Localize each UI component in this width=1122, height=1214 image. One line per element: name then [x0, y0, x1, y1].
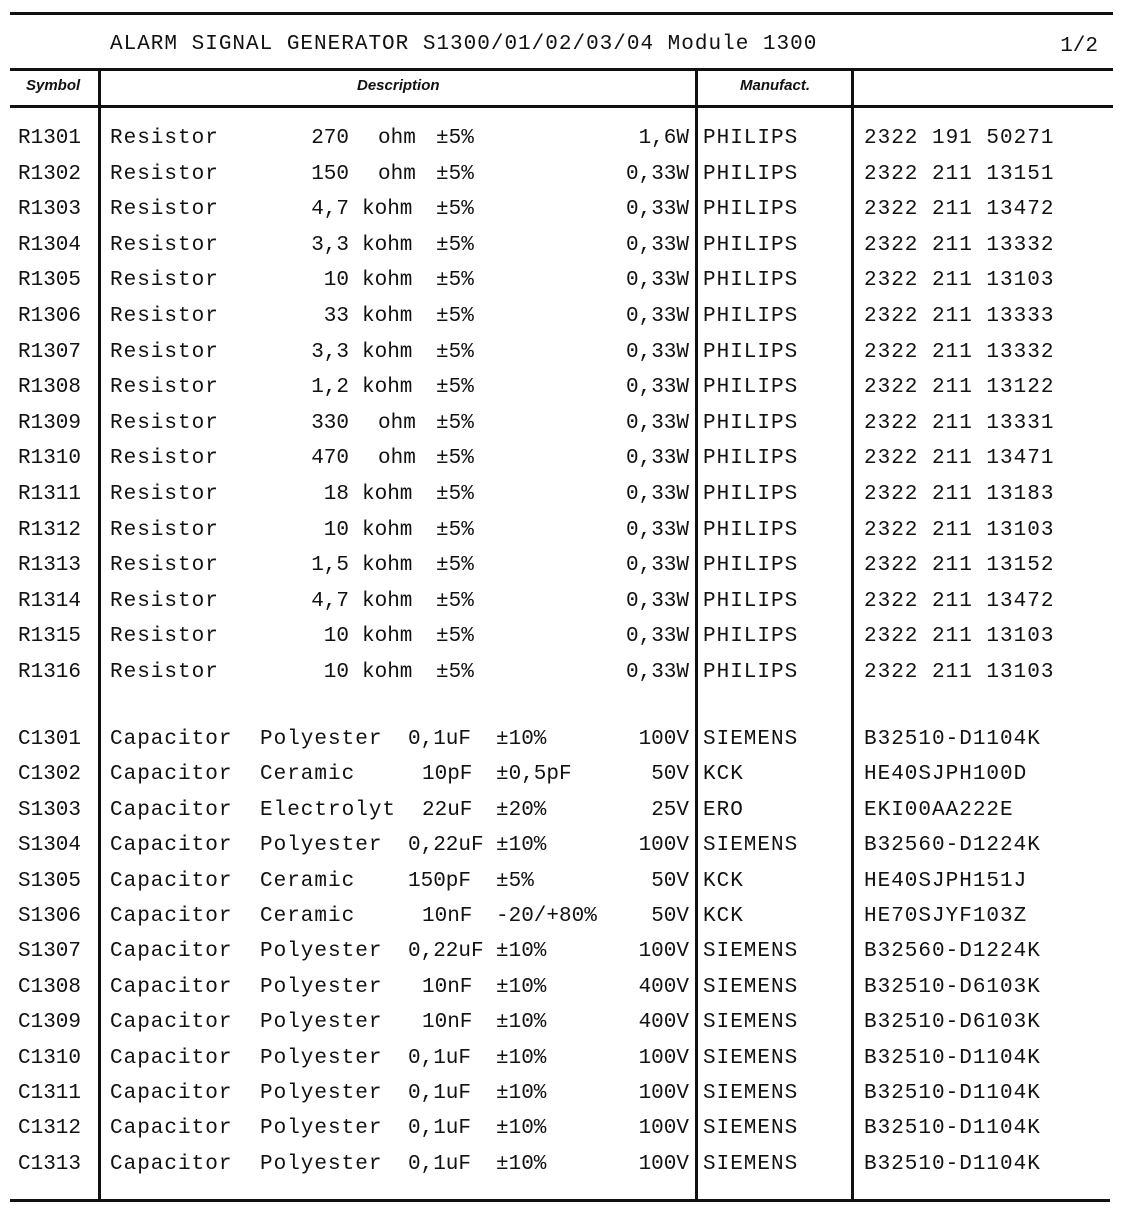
unit-cell: kohm	[362, 589, 413, 613]
dielectric-cell: Ceramic	[260, 905, 356, 928]
component-type-cell: Resistor	[110, 305, 219, 328]
bottom-rule	[10, 1199, 1110, 1202]
table-row	[0, 870, 1122, 906]
symbol-cell: R1312	[18, 518, 82, 542]
table-row	[0, 661, 1122, 697]
dielectric-cell: Polyester	[260, 1117, 383, 1141]
symbol-cell: R1316	[18, 661, 82, 684]
tolerance-cell: ±20%	[496, 798, 547, 822]
manufacturer-cell: SIEMENS	[703, 1117, 799, 1141]
table-row	[0, 269, 1122, 305]
part-number-cell: 2322 211 13122	[864, 376, 1055, 400]
manufacturer-cell: KCK	[703, 905, 744, 928]
unit-cell: kohm	[362, 554, 413, 578]
component-type-cell: Resistor	[110, 518, 219, 542]
component-type-cell: Capacitor	[110, 869, 233, 893]
symbol-cell: C1308	[18, 975, 82, 999]
component-type-cell: Capacitor	[110, 940, 233, 964]
tolerance-cell: ±10%	[496, 1152, 547, 1176]
tolerance-cell: ±5%	[436, 127, 474, 150]
table-row	[0, 447, 1122, 483]
table-row	[0, 234, 1122, 270]
voltage-cell: 100V	[638, 728, 689, 751]
part-number-cell: 2322 211 13471	[864, 447, 1055, 471]
part-number-cell: 2322 211 13472	[864, 198, 1055, 222]
manufacturer-cell: SIEMENS	[703, 1011, 799, 1035]
part-number-cell: EKI00AA222E	[864, 798, 1014, 822]
value-cell: 4,7	[311, 198, 349, 222]
tolerance-cell: ±10%	[496, 1046, 547, 1070]
symbol-cell: C1309	[18, 1011, 82, 1035]
symbol-cell: S1304	[18, 834, 82, 858]
voltage-cell: 50V	[651, 905, 689, 928]
power-cell: 0,33W	[625, 483, 689, 506]
value-cell: 10pF	[422, 763, 473, 787]
component-type-cell: Capacitor	[110, 1082, 233, 1105]
dielectric-cell: Polyester	[260, 1152, 383, 1176]
dielectric-cell: Polyester	[260, 940, 383, 964]
manufacturer-cell: PHILIPS	[703, 625, 799, 649]
symbol-cell: C1302	[18, 763, 82, 787]
dielectric-cell: Electrolyt	[260, 798, 397, 822]
part-number-cell: B32510-D1104K	[864, 1152, 1041, 1176]
value-cell: 10nF	[422, 975, 473, 999]
voltage-cell: 50V	[651, 869, 689, 893]
manufacturer-cell: PHILIPS	[703, 340, 799, 364]
table-row	[0, 940, 1122, 976]
dielectric-cell: Polyester	[260, 1082, 383, 1105]
top-rule	[10, 12, 1113, 15]
part-number-cell: B32510-D1104K	[864, 1046, 1041, 1070]
table-row	[0, 763, 1122, 799]
part-number-cell: 2322 211 13103	[864, 269, 1055, 293]
value-cell: 0,22uF	[408, 940, 484, 964]
table-row	[0, 834, 1122, 870]
power-cell: 0,33W	[625, 162, 689, 186]
tolerance-cell: ±10%	[496, 975, 547, 999]
manufacturer-cell: PHILIPS	[703, 447, 799, 471]
component-type-cell: Resistor	[110, 376, 219, 400]
value-cell: 18	[323, 483, 349, 506]
table-row	[0, 554, 1122, 590]
component-type-cell: Capacitor	[110, 763, 233, 787]
symbol-cell: S1307	[18, 940, 82, 964]
tolerance-cell: ±10%	[496, 728, 547, 751]
column-header-manufacturer: Manufact.	[740, 77, 811, 94]
component-type-cell: Capacitor	[110, 905, 233, 928]
value-cell: 270	[311, 127, 349, 150]
page-title: ALARM SIGNAL GENERATOR S1300/01/02/03/04 Module 1300	[110, 33, 818, 56]
unit-cell: ohm	[378, 127, 416, 150]
tolerance-cell: ±5%	[436, 518, 474, 542]
symbol-cell: C1311	[18, 1082, 82, 1105]
value-cell: 10nF	[422, 1011, 473, 1035]
component-type-cell: Resistor	[110, 554, 219, 578]
value-cell: 33	[323, 305, 349, 328]
value-cell: 1,2	[311, 376, 349, 400]
symbol-cell: R1310	[18, 447, 82, 471]
part-number-cell: 2322 191 50271	[864, 127, 1055, 150]
symbol-cell: C1310	[18, 1046, 82, 1070]
voltage-cell: 25V	[651, 798, 689, 822]
component-type-cell: Capacitor	[110, 1152, 233, 1176]
table-row	[0, 905, 1122, 941]
part-number-cell: B32510-D1104K	[864, 1117, 1041, 1141]
power-cell: 0,33W	[625, 447, 689, 471]
dielectric-cell: Polyester	[260, 728, 383, 751]
power-cell: 0,33W	[625, 269, 689, 293]
part-number-cell: 2322 211 13103	[864, 518, 1055, 542]
power-cell: 0,33W	[625, 233, 689, 257]
part-number-cell: 2322 211 13152	[864, 554, 1055, 578]
symbol-cell: R1309	[18, 411, 82, 435]
header-rule-top	[10, 68, 1113, 71]
unit-cell: kohm	[362, 340, 413, 364]
value-cell: 1,5	[311, 554, 349, 578]
dielectric-cell: Polyester	[260, 975, 383, 999]
value-cell: 10	[323, 661, 349, 684]
symbol-cell: R1308	[18, 376, 82, 400]
voltage-cell: 100V	[638, 1152, 689, 1176]
power-cell: 0,33W	[625, 589, 689, 613]
component-type-cell: Resistor	[110, 340, 219, 364]
symbol-cell: R1301	[18, 127, 82, 150]
symbol-cell: S1306	[18, 905, 82, 928]
voltage-cell: 100V	[638, 1082, 689, 1105]
table-row	[0, 976, 1122, 1012]
tolerance-cell: ±5%	[496, 869, 534, 893]
power-cell: 0,33W	[625, 411, 689, 435]
manufacturer-cell: PHILIPS	[703, 483, 799, 506]
manufacturer-cell: SIEMENS	[703, 728, 799, 751]
component-type-cell: Resistor	[110, 589, 219, 613]
table-row	[0, 1082, 1122, 1118]
unit-cell: kohm	[362, 376, 413, 400]
manufacturer-cell: PHILIPS	[703, 376, 799, 400]
tolerance-cell: ±5%	[436, 340, 474, 364]
unit-cell: kohm	[362, 305, 413, 328]
unit-cell: kohm	[362, 518, 413, 542]
power-cell: 1,6W	[638, 127, 689, 150]
component-type-cell: Resistor	[110, 625, 219, 649]
part-number-cell: 2322 211 13332	[864, 233, 1055, 257]
tolerance-cell: ±5%	[436, 411, 474, 435]
part-number-cell: HE40SJPH100D	[864, 763, 1028, 787]
symbol-cell: R1302	[18, 162, 82, 186]
part-number-cell: 2322 211 13333	[864, 305, 1055, 328]
manufacturer-cell: SIEMENS	[703, 975, 799, 999]
manufacturer-cell: PHILIPS	[703, 518, 799, 542]
component-type-cell: Capacitor	[110, 1011, 233, 1035]
value-cell: 22uF	[422, 798, 473, 822]
part-number-cell: B32560-D1224K	[864, 940, 1041, 964]
symbol-cell: R1315	[18, 625, 82, 649]
table-row	[0, 412, 1122, 448]
part-number-cell: 2322 211 13103	[864, 625, 1055, 649]
voltage-cell: 50V	[651, 763, 689, 787]
manufacturer-cell: PHILIPS	[703, 305, 799, 328]
power-cell: 0,33W	[625, 198, 689, 222]
symbol-cell: R1303	[18, 198, 82, 222]
part-number-cell: B32510-D1104K	[864, 728, 1041, 751]
manufacturer-cell: PHILIPS	[703, 233, 799, 257]
table-row	[0, 1153, 1122, 1189]
header-rule-bottom	[10, 105, 1113, 108]
component-type-cell: Resistor	[110, 198, 219, 222]
tolerance-cell: ±5%	[436, 376, 474, 400]
dielectric-cell: Ceramic	[260, 869, 356, 893]
tolerance-cell: -20/+80%	[496, 905, 597, 928]
part-number-cell: 2322 211 13103	[864, 661, 1055, 684]
power-cell: 0,33W	[625, 625, 689, 649]
table-row	[0, 799, 1122, 835]
value-cell: 0,1uF	[408, 1117, 472, 1141]
tolerance-cell: ±5%	[436, 198, 474, 222]
value-cell: 10	[323, 518, 349, 542]
unit-cell: ohm	[378, 411, 416, 435]
table-row	[0, 376, 1122, 412]
part-number-cell: B32510-D6103K	[864, 975, 1041, 999]
value-cell: 3,3	[311, 340, 349, 364]
manufacturer-cell: PHILIPS	[703, 127, 799, 150]
part-number-cell: B32560-D1224K	[864, 834, 1041, 858]
symbol-cell: R1305	[18, 269, 82, 293]
power-cell: 0,33W	[625, 376, 689, 400]
power-cell: 0,33W	[625, 340, 689, 364]
symbol-cell: R1311	[18, 483, 82, 506]
tolerance-cell: ±5%	[436, 554, 474, 578]
unit-cell: kohm	[362, 269, 413, 293]
symbol-cell: S1303	[18, 798, 82, 822]
component-type-cell: Resistor	[110, 661, 219, 684]
power-cell: 0,33W	[625, 518, 689, 542]
value-cell: 150	[311, 162, 349, 186]
symbol-cell: C1313	[18, 1152, 82, 1176]
table-row	[0, 483, 1122, 519]
page-number: 1/2	[1060, 35, 1098, 58]
tolerance-cell: ±5%	[436, 447, 474, 471]
part-number-cell: 2322 211 13151	[864, 162, 1055, 186]
unit-cell: kohm	[362, 198, 413, 222]
part-number-cell: 2322 211 13331	[864, 411, 1055, 435]
symbol-cell: R1314	[18, 589, 82, 613]
tolerance-cell: ±5%	[436, 269, 474, 293]
part-number-cell: HE70SJYF103Z	[864, 905, 1028, 928]
component-type-cell: Resistor	[110, 233, 219, 257]
manufacturer-cell: KCK	[703, 763, 744, 787]
symbol-cell: R1313	[18, 554, 82, 578]
manufacturer-cell: PHILIPS	[703, 661, 799, 684]
manufacturer-cell: SIEMENS	[703, 834, 799, 858]
tolerance-cell: ±10%	[496, 1011, 547, 1035]
value-cell: 0,1uF	[408, 1152, 472, 1176]
table-row	[0, 625, 1122, 661]
unit-cell: kohm	[362, 483, 413, 506]
voltage-cell: 100V	[638, 1046, 689, 1070]
table-row	[0, 341, 1122, 377]
voltage-cell: 100V	[638, 1117, 689, 1141]
manufacturer-cell: PHILIPS	[703, 554, 799, 578]
voltage-cell: 400V	[638, 975, 689, 999]
component-type-cell: Resistor	[110, 162, 219, 186]
component-type-cell: Capacitor	[110, 728, 233, 751]
column-header-description: Description	[357, 77, 440, 94]
table-row	[0, 519, 1122, 555]
value-cell: 10	[323, 625, 349, 649]
tolerance-cell: ±5%	[436, 233, 474, 257]
unit-cell: kohm	[362, 233, 413, 257]
dielectric-cell: Ceramic	[260, 763, 356, 787]
value-cell: 470	[311, 447, 349, 471]
component-type-cell: Capacitor	[110, 1117, 233, 1141]
power-cell: 0,33W	[625, 305, 689, 328]
dielectric-cell: Polyester	[260, 1046, 383, 1070]
tolerance-cell: ±5%	[436, 162, 474, 186]
tolerance-cell: ±10%	[496, 1082, 547, 1105]
power-cell: 0,33W	[625, 554, 689, 578]
manufacturer-cell: KCK	[703, 869, 744, 893]
part-number-cell: B32510-D1104K	[864, 1082, 1041, 1105]
manufacturer-cell: SIEMENS	[703, 1046, 799, 1070]
component-type-cell: Resistor	[110, 411, 219, 435]
column-header-symbol: Symbol	[26, 77, 81, 94]
voltage-cell: 100V	[638, 940, 689, 964]
component-type-cell: Resistor	[110, 127, 219, 150]
component-type-cell: Capacitor	[110, 798, 233, 822]
manufacturer-cell: SIEMENS	[703, 1152, 799, 1176]
value-cell: 4,7	[311, 589, 349, 613]
manufacturer-cell: SIEMENS	[703, 1082, 799, 1105]
symbol-cell: R1307	[18, 340, 82, 364]
tolerance-cell: ±5%	[436, 483, 474, 506]
value-cell: 0,1uF	[408, 1082, 472, 1105]
unit-cell: ohm	[378, 162, 416, 186]
manufacturer-cell: ERO	[703, 798, 744, 822]
manufacturer-cell: PHILIPS	[703, 269, 799, 293]
voltage-cell: 400V	[638, 1011, 689, 1035]
dielectric-cell: Polyester	[260, 1011, 383, 1035]
table-row	[0, 305, 1122, 341]
tolerance-cell: ±10%	[496, 940, 547, 964]
dielectric-cell: Polyester	[260, 834, 383, 858]
table-row	[0, 1117, 1122, 1153]
table-row	[0, 127, 1122, 163]
tolerance-cell: ±10%	[496, 1117, 547, 1141]
value-cell: 10nF	[422, 905, 473, 928]
manufacturer-cell: PHILIPS	[703, 198, 799, 222]
manufacturer-cell: PHILIPS	[703, 589, 799, 613]
table-row	[0, 163, 1122, 199]
manufacturer-cell: PHILIPS	[703, 411, 799, 435]
symbol-cell: S1305	[18, 869, 82, 893]
table-row	[0, 728, 1122, 764]
manufacturer-cell: SIEMENS	[703, 940, 799, 964]
component-type-cell: Capacitor	[110, 1046, 233, 1070]
table-row	[0, 1011, 1122, 1047]
unit-cell: kohm	[362, 661, 413, 684]
component-type-cell: Resistor	[110, 269, 219, 293]
value-cell: 0,1uF	[408, 1046, 472, 1070]
part-number-cell: 2322 211 13332	[864, 340, 1055, 364]
tolerance-cell: ±5%	[436, 661, 474, 684]
part-number-cell: 2322 211 13183	[864, 483, 1055, 506]
part-number-cell: HE40SJPH151J	[864, 869, 1028, 893]
table-row	[0, 590, 1122, 626]
unit-cell: kohm	[362, 625, 413, 649]
manufacturer-cell: PHILIPS	[703, 162, 799, 186]
component-type-cell: Capacitor	[110, 975, 233, 999]
part-number-cell: 2322 211 13472	[864, 589, 1055, 613]
tolerance-cell: ±10%	[496, 834, 547, 858]
symbol-cell: R1304	[18, 233, 82, 257]
value-cell: 10	[323, 269, 349, 293]
tolerance-cell: ±5%	[436, 625, 474, 649]
table-row	[0, 1047, 1122, 1083]
component-type-cell: Capacitor	[110, 834, 233, 858]
component-type-cell: Resistor	[110, 447, 219, 471]
value-cell: 3,3	[311, 233, 349, 257]
value-cell: 150pF	[408, 869, 472, 893]
symbol-cell: R1306	[18, 305, 82, 328]
tolerance-cell: ±0,5pF	[496, 763, 572, 787]
table-row	[0, 198, 1122, 234]
voltage-cell: 100V	[638, 834, 689, 858]
symbol-cell: C1312	[18, 1117, 82, 1141]
value-cell: 330	[311, 411, 349, 435]
value-cell: 0,22uF	[408, 834, 484, 858]
part-number-cell: B32510-D6103K	[864, 1011, 1041, 1035]
symbol-cell: C1301	[18, 728, 82, 751]
power-cell: 0,33W	[625, 661, 689, 684]
value-cell: 0,1uF	[408, 728, 472, 751]
component-type-cell: Resistor	[110, 483, 219, 506]
tolerance-cell: ±5%	[436, 305, 474, 328]
tolerance-cell: ±5%	[436, 589, 474, 613]
unit-cell: ohm	[378, 447, 416, 471]
